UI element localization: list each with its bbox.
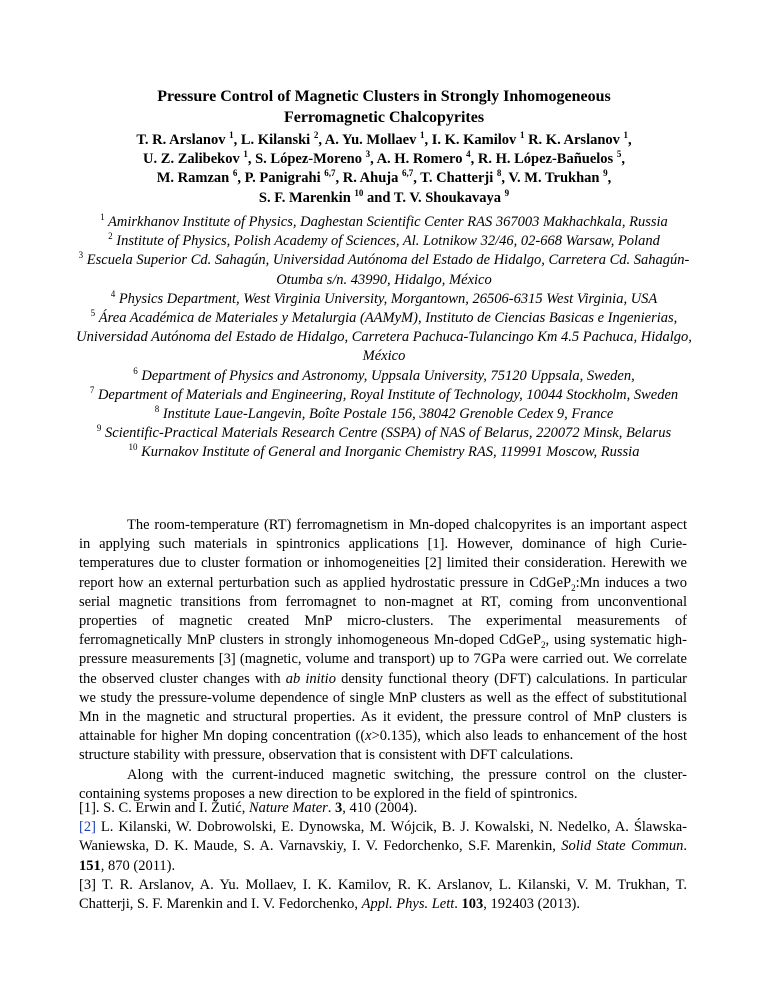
affiliation-number: 3 [78, 250, 84, 261]
affiliation-text: Institute of Physics, Polish Academy of Sciences, Al. Lotnikow 32/46, 02-668 Warsaw, Poland [116, 233, 660, 250]
reference-authors: S. C. Erwin and I. Žutić, [99, 800, 249, 816]
author-affil-mark: 6 [232, 168, 238, 179]
author-affil-mark: 1 [519, 130, 525, 141]
author-affil-mark: 9 [603, 168, 608, 179]
formula-subscript: 2 [571, 582, 576, 593]
affiliation-item [70, 424, 698, 443]
affiliation-number: 9 [96, 423, 102, 434]
affiliation-item [70, 213, 698, 232]
reference-pages-year: , 192403 (2013). [483, 896, 580, 913]
affiliation-number: 6 [133, 365, 138, 376]
author-affil-mark: 10 [354, 187, 364, 198]
affiliation-text: Department of Materials and Engineering, Royal Institute of Technology, 10044 Stockholm, Sweden [97, 386, 679, 403]
affiliation-item [70, 443, 698, 462]
author-affil-mark: 6,7 [402, 168, 414, 179]
reference-pages-year: , 870 (2011). [100, 857, 176, 874]
abstract-body [79, 516, 687, 804]
author-name: R. Ahuja [342, 170, 399, 187]
abstract-paragraph-1: The room-temperature (RT) ferromagnetism in Mn-doped chalcopyrites is an important aspect in applying such materials in spintronics applications [1]. However, dominance of high Curie-temperatures due to cluster formation or inhomogeneities [2] limited their consideration. Herewith we report how an external perturbation such as applied hydrostatic pressure in CdGeP$_2$:Mn induces a two serial magnetic transitions from ferromagnet to non-magnet at RT, coming from unconventional properties of magnetic created MnP micro-clusters. The experimental measurements of ferromagnetically MnP clusters in strongly inhomogeneous Mn-doped CdGeP$_2$, using systematic high-pressure measurements [3] (magnetic, volume and transport) up to 7GPa were carried out. We correlate the observed cluster changes with ab initio density functional theory (DFT) calculations. In particular we study the pressure-volume dependence of single MnP clusters as well as the effect of substitutional Mn in the magnetic and structural properties. As it evident, the pressure control of MnP clusters is attainable for higher Mn doping concentration ((x>0.135), which also leads to enhancement of the host structure stability with pressure, observation that is consistent with DFT calculations. [79, 517, 687, 764]
abstract-text: :Mn induces a two serial magnetic transitions from ferromagnet to non-magnet at RT, coming from unconventional properties of magnetic created MnP micro-clusters. The experimental measurements of ferromagnetically MnP clusters in strongly inhomogeneous Mn-doped CdGeP [79, 574, 687, 649]
author-name: U. Z. Zalibekov [143, 151, 240, 168]
author-name: R. H. López-Bañuelos [477, 151, 614, 168]
author-affil-mark: 5 [616, 149, 622, 160]
author-affil-mark: 1 [419, 130, 425, 141]
affiliation-text: Department of Physics and Astronomy, Uppsala University, 75120 Uppsala, Sweden, [141, 367, 635, 384]
author-name: I. K. Kamilov [431, 132, 517, 148]
author-name: T. R. Arslanov [136, 132, 226, 148]
author-name: P. Panigrahi [244, 170, 321, 187]
reference-pages-year: , 410 (2004). [342, 800, 418, 816]
reference-sep: . [454, 896, 462, 913]
affiliation-item [70, 309, 698, 367]
title-line-1: Pressure Control of Magnetic Clusters in Strongly Inhomogeneous [157, 88, 611, 105]
reference-journal: Appl. Phys. Lett [361, 896, 455, 913]
reference-volume: 103 [461, 896, 484, 913]
reference-label: [3] [79, 876, 96, 893]
author-affil-mark: 1 [229, 130, 234, 141]
affiliation-number: 5 [90, 308, 96, 319]
abstract-paragraph-2: Along with the current-induced magnetic switching, the pressure control on the cluster-containing systems proposes a new direction to be explored in the field of spintronics. [79, 766, 687, 802]
affiliation-number: 2 [108, 231, 113, 242]
author-name: V. M. Trukhan [508, 170, 600, 187]
reference-journal: Nature Mater [248, 800, 328, 816]
reference-sep: . [683, 838, 687, 855]
affiliation-text: Área Académica de Materiales y Metalurgia (AAMyM), Instituto de Ciencias Basicas e Ingenierias, Universidad Autónoma del Estado de Hidalgo, Carretera Pachuca-Tulancingo Km 4.5 Pachuca, Hidalgo, México [76, 310, 692, 365]
reference-item [79, 799, 687, 818]
author-affil-mark: 9 [504, 187, 510, 198]
reference-authors: T. R. Arslanov, A. Yu. Mollaev, I. K. Kamilov, R. K. Arslanov, L. Kilanski, V. M. Trukhan, T. Chatterji, S. F. Marenkin and I. V. Fedorchenko, [79, 876, 687, 913]
affiliation-number: 4 [110, 288, 116, 299]
affiliation-item [70, 367, 698, 386]
author-name: M. Ramzan [156, 170, 230, 187]
affiliation-item [70, 232, 698, 251]
abstract-text: >0.135), which also leads to enhancement of the host structure stability with pressure, observation that is consistent with DFT calculations. [79, 728, 687, 764]
affiliation-number: 7 [89, 385, 95, 395]
author-affil-mark: 4 [466, 149, 471, 160]
affiliation-number: 1 [100, 212, 105, 223]
author-name: L. Kilanski [240, 132, 311, 148]
affiliation-item [70, 405, 698, 424]
paper-title [100, 86, 668, 128]
affiliation-text: Scientific-Practical Materials Research Centre (SSPA) of NAS of Belarus, 220072 Minsk, Belarus [105, 425, 672, 442]
author-name: S. López-Moreno [255, 151, 362, 168]
affiliation-item [70, 386, 698, 405]
author-name: T. Chatterji [420, 170, 494, 187]
reference-journal: Solid State Commun [561, 838, 684, 855]
affiliation-number: 10 [128, 442, 138, 453]
author-name: S. F. Marenkin [258, 189, 351, 206]
author-name: A. Yu. Mollaev [324, 132, 417, 148]
reference-volume: 3 [335, 800, 343, 816]
affiliation-text: Amirkhanov Institute of Physics, Daghestan Scientific Center RAS 367003 Makhachkala, Russia [108, 214, 668, 230]
reference-link[interactable]: [2] [79, 819, 96, 836]
italic-variable: x [365, 728, 372, 745]
author-affil-mark: 8 [496, 168, 502, 179]
reference-item [79, 876, 687, 914]
author-affil-mark: 2 [313, 130, 319, 141]
title-line-2: Ferromagnetic Chalcopyrites [283, 109, 485, 126]
affiliation-text: Escuela Superior Cd. Sahagún, Universidad Autónoma del Estado de Hidalgo, Carretera Cd. Sahagún-Otumba s/n. 43990, Hidalgo, México [86, 252, 690, 288]
reference-sep: . [327, 800, 336, 816]
reference-authors: L. Kilanski, W. Dobrowolski, E. Dynowska, M. Wójcik, B. J. Kowalski, N. Nedelko, A. Ślawska-Waniewska, D. K. Maude, S. A. Varnavskiy, I. V. Fedorchenko, S.F. Marenkin, [79, 819, 687, 855]
affiliation-list [70, 213, 698, 463]
author-name: R. K. Arslanov [528, 132, 620, 148]
author-affil-mark: 6,7 [324, 168, 336, 179]
reference-item [79, 818, 687, 876]
abstract-text: density functional theory (DFT) calculations. In particular we study the pressure-volume dependence of single MnP clusters as well as the effect of substitutional Mn in the magnetic and structural properties. As it evident, the pressure control of MnP clusters is attainable for higher Mn doping concentration ( [79, 670, 687, 745]
italic-term: ab initio [285, 670, 336, 687]
author-affil-mark: 1 [243, 149, 248, 160]
author-name: T. V. Shoukavaya [393, 189, 501, 206]
author-affil-mark: 3 [365, 149, 371, 160]
affiliation-text: Kurnakov Institute of General and Inorganic Chemistry RAS, 119991 Moscow, Russia [141, 444, 640, 461]
affiliation-item [70, 290, 698, 309]
reference-volume: 151 [79, 857, 101, 874]
abstract-text: The room-temperature (RT) ferromagnetism in Mn-doped chalcopyrites is an important aspect in applying such materials in spintronics applications [1]. However, dominance of high Curie-temperatures due to cluster formation or inhomogeneities [2] limited their consideration. Herewith we report how an external perturbation such as applied hydrostatic pressure in CdGeP [79, 517, 687, 591]
author-affil-mark: 1 [623, 130, 629, 141]
affiliation-number: 8 [154, 404, 160, 415]
formula-subscript: 2 [541, 640, 546, 651]
reference-list [79, 799, 687, 914]
affiliation-text: Physics Department, West Virginia University, Morgantown, 26506-6315 West Virginia, USA [118, 290, 658, 307]
abstract-text: , using systematic high-pressure measurements [3] (magnetic, volume and transport) up to 7GPa were carried out. We correlate the observed cluster changes with [79, 632, 687, 687]
author-list: T. R. Arslanov $^1$, L. Kilanski $^2$, A. Yu. Mollaev $^1$, I. K. Kamilov $^1$ R. K. Arslanov $^1$, U. Z. Zalibekov $^1$, S. López-Moreno $^3$, A. H. Romero $^4$, R. H. López-Bañuelos $^5$, M. Ramzan $^6$, P. Panigrahi $^{6,7}$, R. Ahuja $^{6,7}$, T. Chatterji $^8$, V. M. Trukhan $^9$, S. F. Marenkin $^{10}$ and T. V. Shoukavaya $^9$ [136, 130, 632, 206]
reference-label: [1]. [79, 800, 100, 816]
affiliation-text: Institute Laue-Langevin, Boîte Postale 156, 38042 Grenoble Cedex 9, France [162, 406, 614, 423]
affiliation-item [70, 251, 698, 289]
author-name: A. H. Romero [376, 151, 463, 168]
